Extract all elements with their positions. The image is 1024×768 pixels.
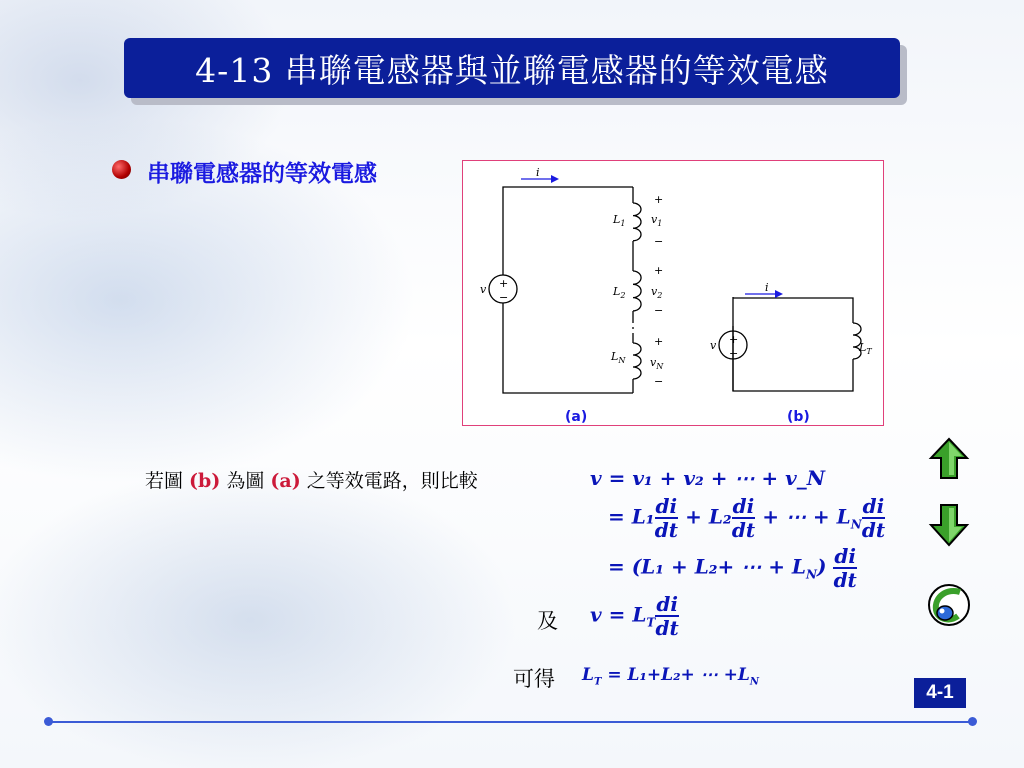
up-arrow-icon[interactable] (928, 436, 970, 482)
slide-title: 4-13 串聯電感器與並聯電感器的等效電感 (195, 50, 829, 90)
current-label-b: i (765, 281, 769, 294)
inductor-label-l1: $L_1$ (613, 213, 626, 228)
source-label-b: v (710, 339, 717, 352)
return-icon[interactable] (926, 582, 972, 628)
source-minus-a: − (499, 291, 509, 304)
bullet-icon (112, 160, 131, 179)
equation-sum-voltages: v = v₁ + v₂ + ⋯ + v_N (590, 466, 826, 490)
footer-divider (48, 721, 974, 723)
equation-inductor-terms: = L₁ $\frac{di}{dt}$ + L₂ $\frac{di}{dt}$ + ⋯ + $L_N$ $\frac{di}{dt}$ (608, 494, 886, 542)
current-label-a: i (536, 166, 540, 179)
comparison-sentence: 若圖 (b) 為圖 (a) 之等效電路，則比較 (145, 470, 478, 492)
footer-dot-left (44, 717, 53, 726)
plus-sign-v1: + (654, 193, 664, 206)
page-number: 4-1 (914, 678, 966, 708)
source-plus-b: + (729, 333, 739, 346)
circuit-diagram (463, 161, 885, 427)
figure-label-b: (b) (787, 409, 810, 425)
figure-label-a: (a) (565, 409, 588, 425)
inductor-label-l2: $L_2$ (613, 285, 626, 300)
bullet-heading: 串聯電感器的等效電感 (147, 161, 377, 187)
and-label: 及 (537, 609, 558, 633)
down-arrow-icon[interactable] (928, 502, 970, 548)
minus-sign-v2: − (654, 304, 664, 317)
minus-sign-v1: − (654, 235, 664, 248)
equation-total-inductance: $L_T = L_1+L_2+$ ⋯ $+L_N$ (582, 665, 759, 688)
voltage-label-vn: $v_N$ (650, 356, 664, 371)
circuit-figure (462, 160, 884, 426)
title-banner (124, 38, 900, 98)
minus-sign-vn: − (654, 375, 664, 388)
equation-factored: = (L₁ + L₂+ ⋯ + $L_N$) $\frac{di}{dt}$ (608, 544, 857, 592)
source-label-a: v (480, 283, 487, 296)
source-plus-a: + (499, 277, 509, 290)
inductor-label-lt: $L_T$ (859, 341, 872, 356)
hence-label: 可得 (513, 667, 555, 691)
inductor-label-ln: $L_N$ (611, 350, 626, 365)
footer-dot-right (968, 717, 977, 726)
source-minus-b: − (729, 347, 739, 360)
voltage-label-v2: $v_2$ (651, 285, 663, 300)
plus-sign-v2: + (654, 264, 664, 277)
plus-sign-vn: + (654, 335, 664, 348)
equation-equivalent-voltage: $v = L_T$ $\frac{di}{dt}$ (590, 592, 679, 640)
voltage-label-v1: $v_1$ (651, 213, 663, 228)
